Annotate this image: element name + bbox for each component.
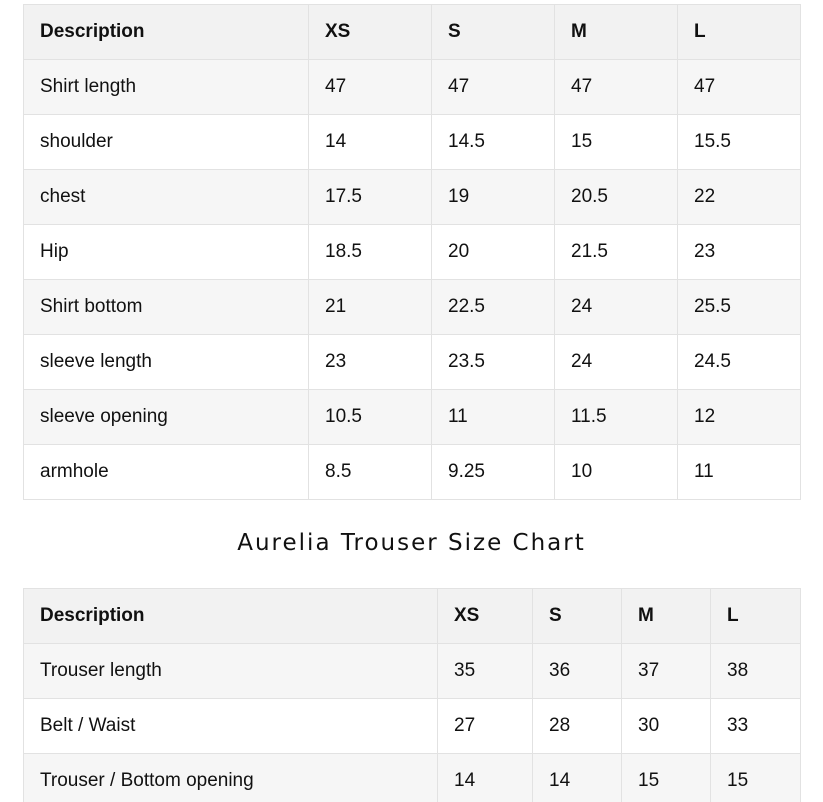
trouser-size-chart-title: Aurelia Trouser Size Chart [237,530,586,556]
table-row [24,280,801,335]
table-cell: Shirt bottom [24,280,309,335]
table-cell: 38 [711,644,801,699]
table-cell: 23 [309,335,432,390]
table-cell: Trouser / Bottom opening [24,754,438,802]
table-row [24,445,801,500]
table-cell: 15.5 [678,115,801,170]
shirt-header-row [24,5,801,60]
table-cell: 35 [438,644,533,699]
table-cell: 10.5 [309,390,432,445]
table-cell: 47 [555,60,678,115]
table-cell: 14 [533,754,622,802]
table-cell: 15 [622,754,711,802]
shirt-header-xs: XS [309,5,432,60]
table-cell: 21 [309,280,432,335]
table-cell: 11 [678,445,801,500]
table-cell: 18.5 [309,225,432,280]
table-cell: 11 [432,390,555,445]
table-cell: 47 [678,60,801,115]
table-cell: 27 [438,699,533,754]
table-cell: sleeve length [24,335,309,390]
trouser-size-table [23,588,801,802]
shirt-header-m: M [555,5,678,60]
table-row [24,390,801,445]
table-row [24,225,801,280]
table-row [24,644,801,699]
table-cell: 15 [711,754,801,802]
table-cell: Belt / Waist [24,699,438,754]
table-cell: 17.5 [309,170,432,225]
table-cell: 21.5 [555,225,678,280]
table-cell: 37 [622,644,711,699]
trouser-header-xs: XS [438,589,533,644]
table-cell: Trouser length [24,644,438,699]
table-cell: 36 [533,644,622,699]
shirt-header-description: Description [24,5,309,60]
table-cell: 24 [555,280,678,335]
table-cell: 47 [432,60,555,115]
table-cell: 15 [555,115,678,170]
table-cell: sleeve opening [24,390,309,445]
shirt-header-s: S [432,5,555,60]
table-cell: 24 [555,335,678,390]
shirt-header-l: L [678,5,801,60]
table-cell: 12 [678,390,801,445]
table-cell: 28 [533,699,622,754]
table-cell: shoulder [24,115,309,170]
trouser-header-row [24,589,801,644]
table-cell: 30 [622,699,711,754]
table-cell: 23.5 [432,335,555,390]
table-row [24,115,801,170]
table-cell: 22 [678,170,801,225]
table-cell: 9.25 [432,445,555,500]
table-row [24,170,801,225]
table-cell: 19 [432,170,555,225]
table-cell: 20.5 [555,170,678,225]
table-cell: 14 [438,754,533,802]
shirt-size-table [23,4,801,500]
table-cell: 25.5 [678,280,801,335]
table-cell: 24.5 [678,335,801,390]
table-cell: 20 [432,225,555,280]
table-cell: 10 [555,445,678,500]
table-row [24,754,801,802]
table-cell: Shirt length [24,60,309,115]
table-cell: 22.5 [432,280,555,335]
table-cell: 47 [309,60,432,115]
table-cell: Hip [24,225,309,280]
table-cell: 8.5 [309,445,432,500]
trouser-header-s: S [533,589,622,644]
trouser-header-m: M [622,589,711,644]
table-row [24,60,801,115]
table-row [24,335,801,390]
table-cell: 23 [678,225,801,280]
table-cell: 33 [711,699,801,754]
table-cell: 14 [309,115,432,170]
table-cell: 11.5 [555,390,678,445]
table-cell: armhole [24,445,309,500]
table-cell: chest [24,170,309,225]
table-row [24,699,801,754]
table-cell: 14.5 [432,115,555,170]
trouser-header-description: Description [24,589,438,644]
trouser-header-l: L [711,589,801,644]
